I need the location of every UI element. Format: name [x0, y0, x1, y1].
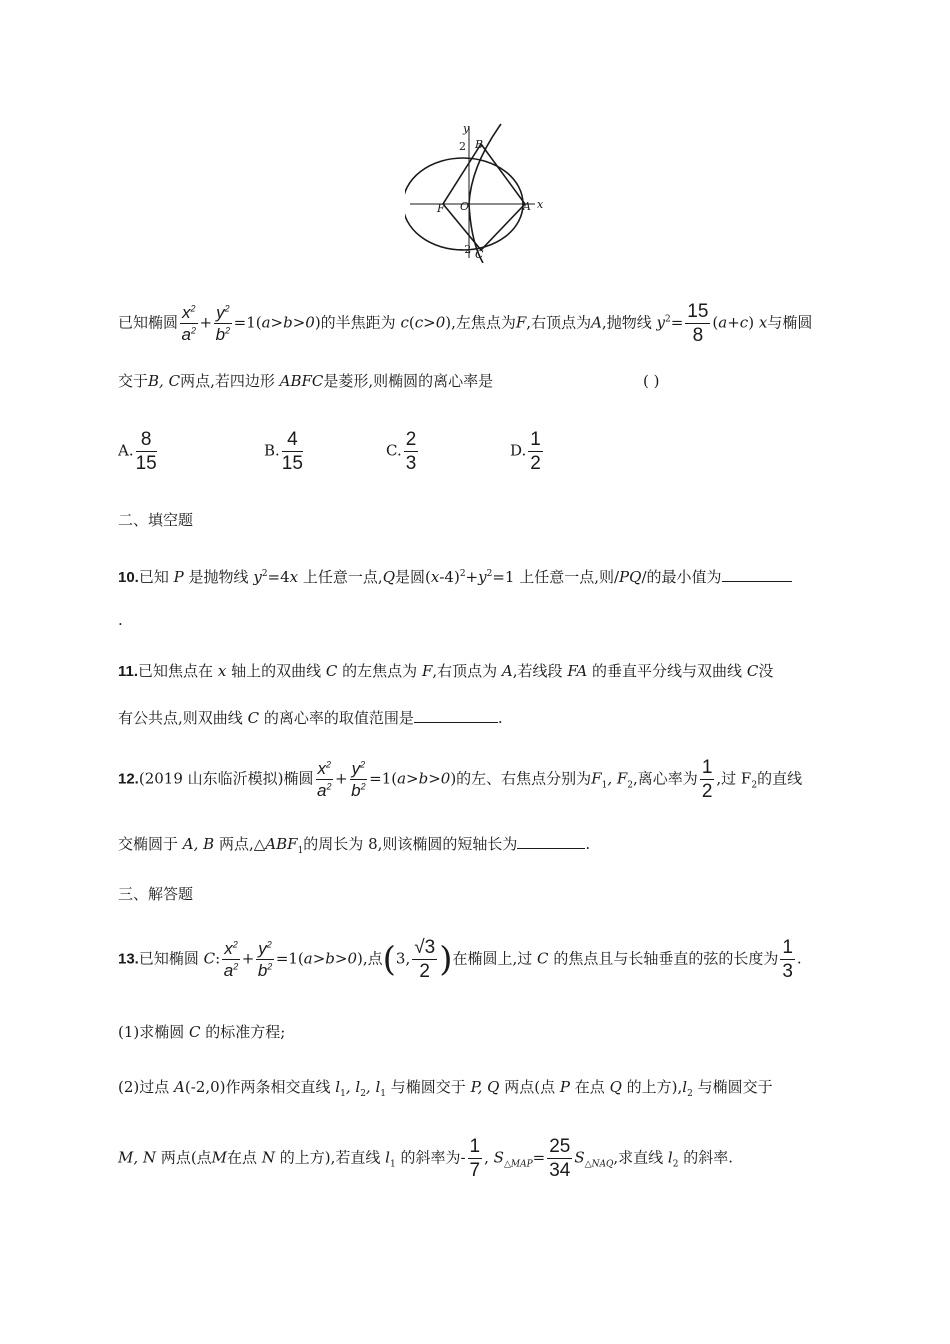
q11-line2: 有公共点,则双曲线 C 的离心率的取值范围是 . [118, 709, 503, 727]
q12-answer-blank[interactable] [517, 834, 585, 849]
q13-sub2-line2: M, N 两点(点M在点 N 的上方),若直线 $l_1$ 的斜率为- $\frac{1}{7}$ , $S_{\triangle MAP}=$ $\frac{25}{34}$ $S_{\triangle NAQ}$,求直线 $l_2$ 的斜率. [118, 1136, 734, 1181]
frac-y2-b2: $\frac{y^2}{b^2}$ [215, 303, 231, 344]
tick-top: 2 [459, 140, 466, 153]
option-d[interactable]: D. $\frac{1}{2}$ [510, 429, 541, 474]
rhombus-abfc [443, 144, 525, 250]
q11-answer-blank[interactable] [414, 708, 498, 723]
ellipse-figure [405, 118, 545, 263]
q10-line1: 10.已知 P 是抛物线 $y^2=4x$ 上任意一点,Q是圆$(x-4)^2+y^2=1$ 上任意一点,则/PQ/的最小值为 [118, 567, 792, 585]
label-a: A [523, 200, 531, 213]
q9-answer-bracket: ( ) [643, 372, 660, 390]
frac-15-8: $\frac{15}{8}$ [687, 301, 709, 346]
label-c: C [475, 248, 484, 261]
label-b: B [475, 138, 484, 151]
q10-answer-blank[interactable] [722, 567, 792, 582]
q13-line1: 13.已知椭圆 C: $\frac{x^2}{a^2}$ + $\frac{y^2}{b^2}$ =1(a>b>0),点(3, $\frac{√3}{2}$ )在椭圆上,过 C 的焦点且与长轴垂直的弦的长度为 $\frac{1}{3}$ . [118, 937, 802, 982]
section-fill-in: 二、填空题 [118, 511, 194, 529]
q9-line1: 已知椭圆 $\frac{x^2}{a^2}$ + $\frac{y^2}{b^2}$ =1(a>b>0)的半焦距为 c(c>0),左焦点为F,右顶点为A,抛物线 $y^2=$ $\frac{15}{8}$ (a+c) x与椭圆 [118, 301, 813, 346]
section-solution: 三、解答题 [118, 885, 194, 903]
q9-line2: 交于B, C两点,若四边形 ABFC是菱形,则椭圆的离心率是 [118, 372, 494, 390]
y-axis-label: y [463, 122, 470, 135]
label-o: O [460, 200, 470, 213]
q12-line2: 交椭圆于 A, B 两点$,\triangle ABF_1$的周长为 8,则该椭圆的短轴长为 . [118, 835, 591, 856]
frac-1-7: $\frac{1}{7}$ [469, 1136, 481, 1181]
option-a[interactable]: A. $\frac{8}{15}$ [118, 429, 157, 474]
label-f: F [437, 202, 445, 215]
q13-sub1: (1)求椭圆 C 的标准方程; [118, 1023, 286, 1041]
q13-sub2-line1: (2)过点 A(-2,0)作两条相交直线 $l_1$, $l_2$, $l_1$ 与椭圆交于 P, Q 两点(点 P 在点 Q 的上方)$,l_2$ 与椭圆交于 [118, 1078, 773, 1099]
tick-bottom: −2 [455, 243, 472, 256]
x-axis-label: x [537, 198, 544, 211]
frac-x2-a2: $\frac{x^2}{a^2}$ [181, 303, 197, 344]
option-b[interactable]: B. $\frac{4}{15}$ [264, 429, 303, 474]
frac-25-34: $\frac{25}{34}$ [549, 1136, 571, 1181]
q12-line1: 12.(2019 山东临沂模拟)椭圆 $\frac{x^2}{a^2}$ + $\frac{y^2}{b^2}$ =1(a>b>0)的左、右焦点分别为$F_1$, $F_2$,离心率为 $\frac{1}{2}$ ,过 $F_2$的直线 [118, 757, 803, 802]
frac-1-2: $\frac{1}{2}$ [701, 757, 713, 802]
frac-1-3: $\frac{1}{3}$ [782, 937, 793, 982]
q11-line1: 11.已知焦点在 x 轴上的双曲线 C 的左焦点为 F,右顶点为 A,若线段 FA 的垂直平分线与双曲线 C没 [118, 662, 774, 680]
q10-tail: . [118, 611, 123, 629]
option-c[interactable]: C. $\frac{2}{3}$ [386, 429, 417, 474]
frac-sqrt3-2: $\frac{√3}{2}$ [414, 937, 436, 982]
